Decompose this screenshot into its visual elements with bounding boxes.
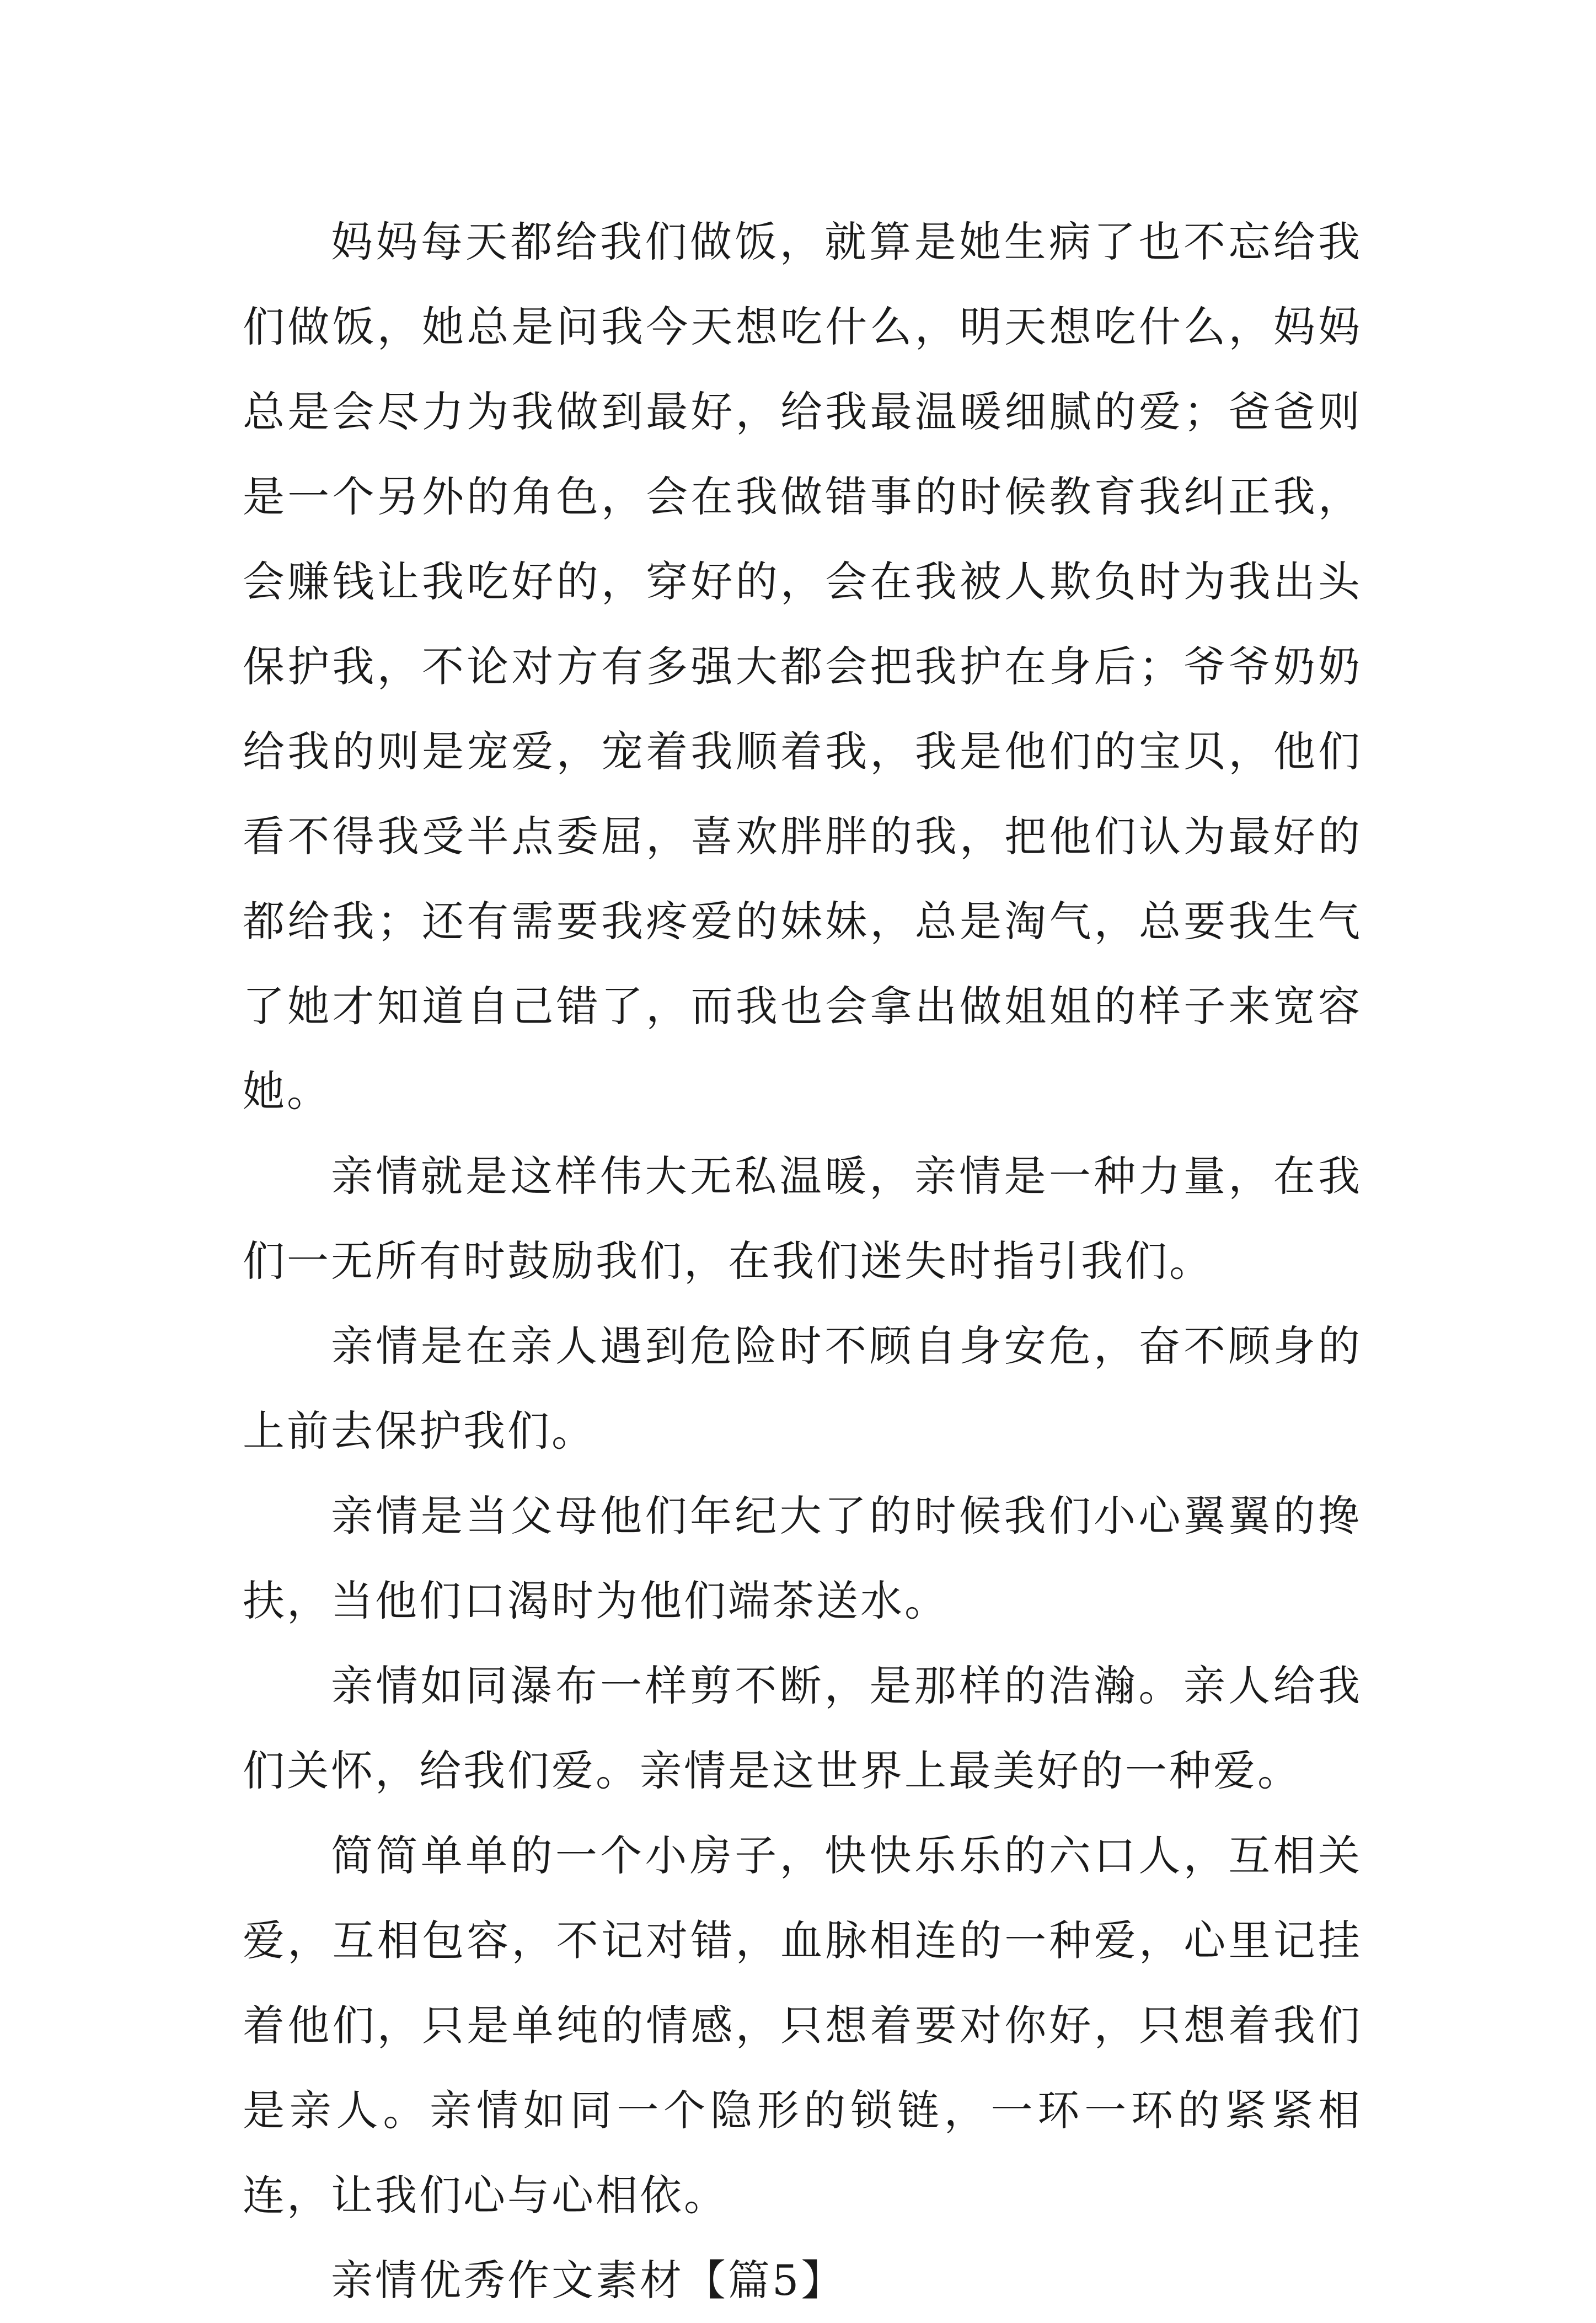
document-body [243, 200, 1362, 2323]
paragraph-care-for-parents: 亲情是当父母他们年纪大了的时候我们小心翼翼的搀扶，当他们口渴时为他们端茶送水。 [243, 1491, 1362, 1625]
paragraph-waterfall: 亲情如同瀑布一样剪不断，是那样的浩瀚。亲人给我们关怀，给我们爱。亲情是这世界上最美好的一种爱。 [243, 1661, 1362, 1795]
paragraph-family-love-power: 亲情就是这样伟大无私温暖，亲情是一种力量，在我们一无所有时鼓励我们，在我们迷失时指引我们。 [243, 1152, 1362, 1286]
paragraph-family-roles: 妈妈每天都给我们做饭，就算是她生病了也不忘给我们做饭，她总是问我今天想吃什么，明天想吃什么，妈妈总是会尽力为我做到最好，给我最温暖细腻的爱；爸爸则是一个另外的角色，会在我做错事的时候教育我纠正我，会赚钱让我吃好的，穿好的，会在我被人欺负时为我出头保护我，不论对方有多强大都会把我护在身后；爷爷奶奶给我的则是宠爱，宠着我顺着我，我是他们的宝贝，他们看不得我受半点委屈，喜欢胖胖的我，把他们认为最好的都给我；还有需要我疼爱的妹妹，总是淘气，总要我生气了她才知道自己错了，而我也会拿出做姐姐的样子来宽容她。 [243, 217, 1362, 1116]
section-heading: 亲情优秀作文素材【篇5】 [331, 2256, 845, 2305]
paragraph-little-house: 简简单单的一个小房子，快快乐乐的六口人，互相关爱，互相包容，不记对错，血脉相连的一种爱，心里记挂着他们，只是单纯的情感，只想着要对你好，只想着我们是亲人。亲情如同一个隐形的锁链，一环一环的紧紧相连，让我们心与心相依。 [243, 1831, 1362, 2220]
paragraph-protect-in-danger: 亲情是在亲人遇到危险时不顾自身安危，奋不顾身的上前去保护我们。 [243, 1321, 1362, 1455]
